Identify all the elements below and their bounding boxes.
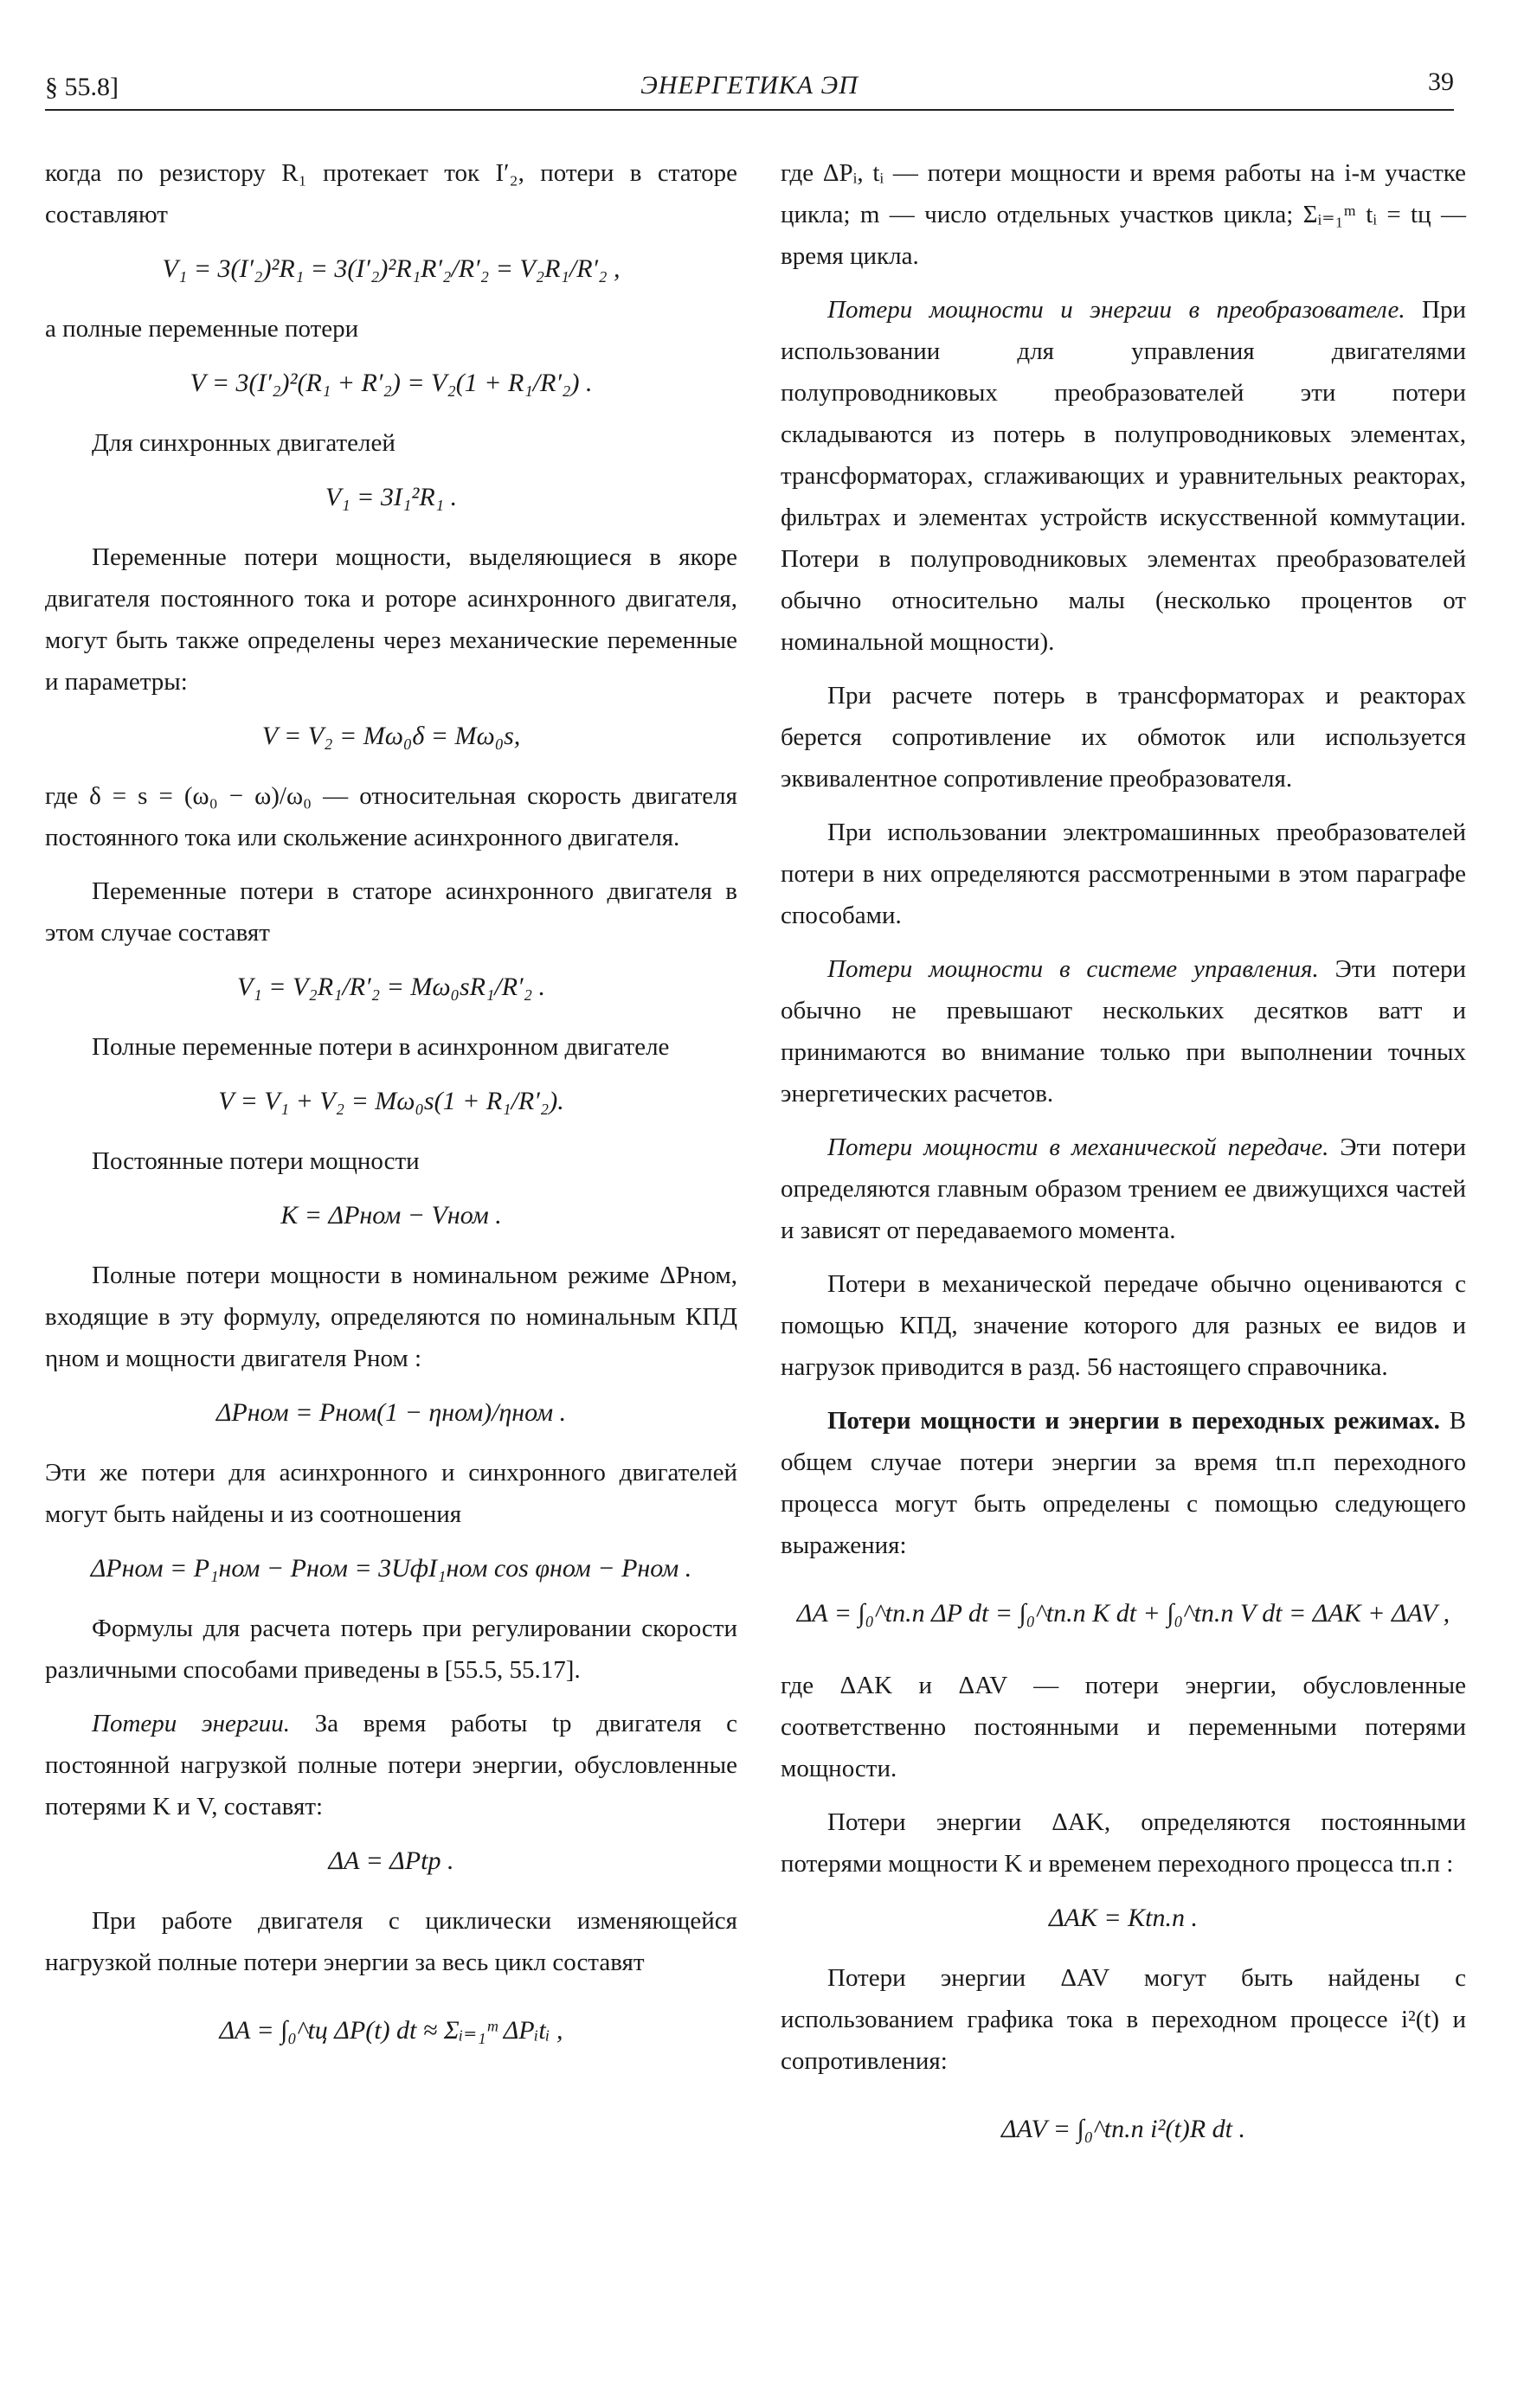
formula: V = 3(I′₂)²(R₁ + R′₂) = V₂(1 + R₁/R′₂) . bbox=[190, 369, 593, 397]
running-header bbox=[45, 64, 1454, 111]
paragraph bbox=[781, 948, 1466, 1114]
formula: V₁ = 3(I′₂)²R₁ = 3(I′₂)²R₁R′₂/R′₂ = V₂R₁/R′₂ , bbox=[162, 254, 621, 283]
paragraph: Для синхронных двигателей bbox=[92, 429, 396, 457]
paragraph: Формулы для расчета потерь при регулировании скорости различными способами приведены в [55.5, 55.17]. bbox=[45, 1615, 737, 1684]
run-in-heading: Потери мощности в системе управления. bbox=[827, 955, 1319, 983]
run-in-heading: Потери энергии. bbox=[92, 1710, 290, 1737]
paragraph bbox=[781, 289, 1466, 663]
paragraph: где ΔAK и ΔAV — потери энергии, обусловленные соответственно постоянными и переменными потерями мощности. bbox=[781, 1672, 1466, 1782]
paragraph: Полные переменные потери в асинхронном двигателе bbox=[92, 1033, 670, 1061]
paragraph: когда по резистору R₁ протекает ток I′₂, потери в статоре составляют bbox=[45, 159, 737, 228]
paragraph: Постоянные потери мощности bbox=[92, 1147, 420, 1175]
run-in-heading: Потери мощности и энергии в переходных режимах. bbox=[827, 1407, 1440, 1435]
formula: V = V₂ = Mω₀δ = Mω₀s, bbox=[261, 722, 521, 750]
left-column bbox=[45, 152, 737, 2082]
right-column bbox=[781, 152, 1466, 2180]
paragraph bbox=[781, 1127, 1466, 1251]
paragraph: Потери в механической передаче обычно оцениваются с помощью КПД, значение которого для разных ее видов и нагрузок приводится в разд. 56 настоящего справочника. bbox=[781, 1270, 1466, 1381]
paragraph: Полные потери мощности в номинальном режиме ΔPном, входящие в эту формулу, определяются по номинальным КПД ηном и мощности двигателя Pном : bbox=[45, 1262, 737, 1372]
paragraph-text: Эти потери определяются главным образом трением ее движущихся частей и зависят от передаваемого момента. bbox=[781, 1133, 1466, 1244]
formula: V = V₁ + V₂ = Mω₀s(1 + R₁/R′₂). bbox=[218, 1087, 564, 1115]
formula: K = ΔPном − Vном . bbox=[280, 1201, 502, 1230]
paragraph: Потери энергии ΔAK, определяются постоянными потерями мощности K и временем переходного процесса tп.п : bbox=[781, 1808, 1466, 1878]
formula: ΔA = ∫₀^tц ΔP(t) dt ≈ Σᵢ₌₁ᵐ ΔPᵢtᵢ , bbox=[219, 2016, 563, 2045]
paragraph-text: За время работы tр двигателя с постоянной нагрузкой полные потери энергии, обусловленные потерями K и V, составят: bbox=[45, 1710, 737, 1820]
formula: ΔA = ΔPtр . bbox=[328, 1846, 454, 1875]
paragraph-text: Эти потери обычно не превышают нескольких десятков ватт и принимаются во внимание только при выполнении точных энергетических расчетов. bbox=[781, 955, 1466, 1108]
page-number: 39 bbox=[1428, 67, 1454, 96]
formula: V₁ = 3I₁²R₁ . bbox=[325, 483, 458, 511]
paragraph-text: В общем случае потери энергии за время tп.п переходного процесса могут быть определены с помощью следующего выражения: bbox=[781, 1407, 1467, 1559]
paragraph-text: При использовании для управления двигателями полупроводниковых преобразователей эти потери складываются из потерь в полупроводниковых элементах, трансформаторах, сглаживающих и уравнительных реакторах, фильтрах и элементах устройств искусственной коммутации. Потери в полупроводниковых элементах преобразователей обычно относительно малы (несколько процентов от номинальной мощности). bbox=[781, 296, 1466, 656]
run-in-heading: Потери мощности в механической передаче. bbox=[827, 1133, 1329, 1161]
paragraph: Эти же потери для асинхронного и синхронного двигателей могут быть найдены и из соотношения bbox=[45, 1459, 737, 1528]
run-in-heading: Потери мощности и энергии в преобразователе. bbox=[827, 296, 1405, 324]
paragraph: Переменные потери в статоре асинхронного двигателя в этом случае составят bbox=[45, 877, 737, 947]
paragraph: При расчете потерь в трансформаторах и реакторах берется сопротивление их обмоток или используется эквивалентное сопротивление преобразователя. bbox=[781, 682, 1466, 793]
paragraph: где ΔPᵢ, tᵢ — потери мощности и время работы на i-м участке цикла; m — число отдельных участков цикла; Σᵢ₌₁ᵐ tᵢ = tц — время цикла. bbox=[781, 159, 1466, 270]
formula: ΔAV = ∫₀^tп.п i²(t)R dt . bbox=[1001, 2115, 1245, 2143]
formula: ΔPном = P₁ном − Pном = 3UфI₁ном cos φном − Pном . bbox=[90, 1554, 692, 1583]
paragraph: а полные переменные потери bbox=[45, 315, 359, 343]
paragraph bbox=[45, 1703, 737, 1827]
running-title: ЭНЕРГЕТИКА ЭП bbox=[640, 71, 859, 100]
paragraph: При использовании электромашинных преобразователей потери в них определяются рассмотренными в этом параграфе способами. bbox=[781, 819, 1466, 929]
formula: ΔPном = Pном(1 − ηном)/ηном . bbox=[215, 1398, 567, 1427]
paragraph: Потери энергии ΔAV могут быть найдены с использованием графика тока в переходном процессе i²(t) и сопротивления: bbox=[781, 1964, 1466, 2075]
paragraph: где δ = s = (ω₀ − ω)/ω₀ — относительная скорость двигателя постоянного тока или скольжение асинхронного двигателя. bbox=[45, 782, 737, 851]
paragraph: При работе двигателя с циклически изменяющейся нагрузкой полные потери энергии за весь цикл составят bbox=[45, 1907, 737, 1976]
formula: ΔA = ∫₀^tп.п ΔP dt = ∫₀^tп.п K dt + ∫₀^tп.п V dt = ΔAK + ΔAV , bbox=[796, 1599, 1450, 1628]
paragraph: Переменные потери мощности, выделяющиеся в якоре двигателя постоянного тока и роторе асинхронного двигателя, могут быть также определены через механические переменные и параметры: bbox=[45, 543, 737, 696]
paragraph bbox=[781, 1400, 1466, 1566]
section-label: § 55.8] bbox=[45, 73, 119, 101]
formula: V₁ = V₂R₁/R′₂ = Mω₀sR₁/R′₂ . bbox=[236, 973, 546, 1001]
formula: ΔAK = Ktп.п . bbox=[1048, 1904, 1199, 1932]
